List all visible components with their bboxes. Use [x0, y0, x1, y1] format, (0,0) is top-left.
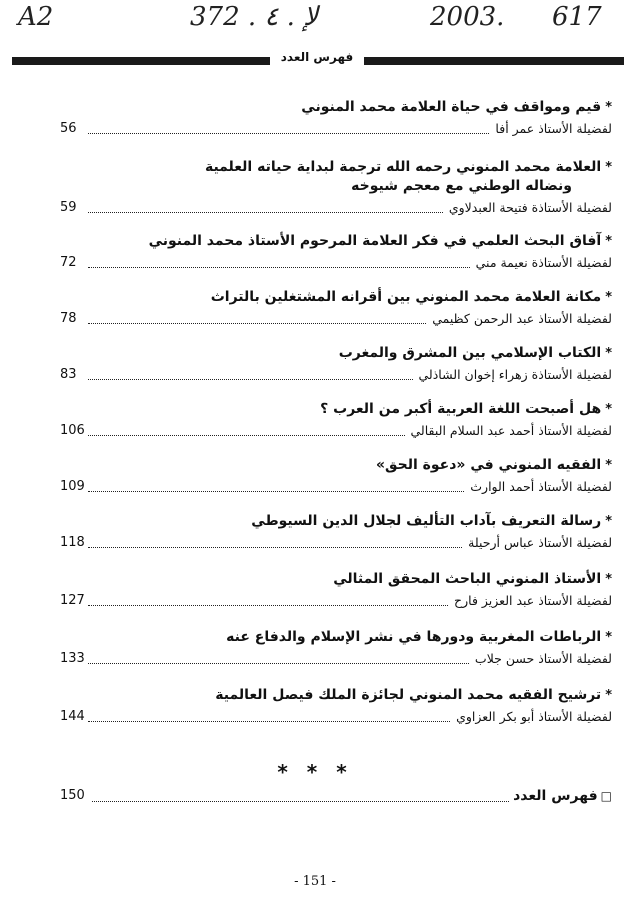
toc-leader-dots: [88, 547, 462, 548]
header-title: فهرس العدد: [280, 50, 354, 64]
toc-entry[interactable]: [60, 288, 612, 329]
toc-entry-author-line: [60, 423, 612, 441]
toc-entry-index[interactable]: [60, 788, 612, 808]
bullet-star-icon: *: [605, 688, 612, 703]
toc-entry-page: 56: [60, 121, 77, 136]
separator-stars: * * *: [277, 760, 353, 784]
toc-entry-title: *قيم ومواقف في حياة العلامة محمد المنوني: [301, 99, 612, 115]
toc-entry-title: *ترشيح الفقيه محمد المنوني لجائزة الملك فيصل العالمية: [215, 687, 612, 703]
toc-entry[interactable]: [60, 456, 612, 497]
handwritten-reference: 372 . ﻹ . ٤: [190, 2, 319, 32]
toc-entry-author: لفضيلة الأستاذ أبو بكر العزاوي: [456, 709, 612, 724]
toc-entry-author: لفضيلة الأستاذة نعيمة مني: [475, 255, 612, 270]
toc-entry[interactable]: [60, 570, 612, 611]
toc-entry-title: *الكتاب الإسلامي بين المشرق والمغرب: [338, 345, 612, 361]
bullet-star-icon: *: [605, 234, 612, 249]
toc-entry-author: لفضيلة الأستاذ حسن جلاب: [474, 651, 612, 666]
bullet-star-icon: *: [605, 630, 612, 645]
checkbox-square-icon: □: [600, 789, 612, 803]
handwritten-code: A2: [18, 2, 54, 32]
toc-entry-title: *رسالة التعريف بآداب التأليف لجلال الدين السيوطي: [251, 513, 612, 529]
toc-entry-title: *الفقيه المنوني في «دعوة الحق»: [375, 457, 612, 473]
toc-entry-author-line: [60, 479, 612, 497]
toc-entry-author-line: [60, 200, 612, 218]
toc-entry-author: لفضيلة الأستاذ عباس أرحيلة: [468, 535, 612, 550]
toc-entry-author: لفضيلة الأستاذ أحمد الوارث: [470, 479, 612, 494]
header-bar: [12, 50, 624, 72]
toc-entry-title: *العلامة محمد المنوني رحمه الله ترجمة لبداية حياته العلمية: [204, 159, 612, 175]
toc-entry-author: لفضيلة الأستاذ أحمد عبد السلام البقالي: [410, 423, 612, 438]
toc-entry-author-line: [60, 709, 612, 727]
bullet-star-icon: *: [605, 514, 612, 529]
bullet-star-icon: *: [605, 402, 612, 417]
toc-entry-title: *هل أصبحت اللغة العربية أكبر من العرب ؟: [320, 401, 612, 417]
bullet-star-icon: *: [605, 100, 612, 115]
toc-entry[interactable]: [60, 400, 612, 441]
handwritten-number: 617: [552, 2, 602, 32]
toc-leader-dots: [88, 212, 443, 213]
bullet-star-icon: *: [605, 458, 612, 473]
toc-leader-dots: [92, 801, 509, 802]
toc-entry-author: لفضيلة الأستاذة فتيحة العبدلاوي: [448, 200, 612, 215]
header-rule-right: [364, 57, 624, 65]
toc-entry-author-line: [60, 121, 612, 139]
toc-entry[interactable]: [60, 158, 612, 218]
toc-entry-author-line: [60, 255, 612, 273]
toc-leader-dots: [88, 605, 448, 606]
toc-leader-dots: [88, 379, 413, 380]
toc-entry-page: 118: [60, 535, 85, 550]
toc-entry-page: 83: [60, 367, 77, 382]
toc-entry[interactable]: [60, 232, 612, 273]
bullet-star-icon: *: [605, 290, 612, 305]
toc-entry-author: لفضيلة الأستاذ عبد العزيز فارح: [454, 593, 612, 608]
toc-leader-dots: [88, 721, 450, 722]
toc-entry-page: 72: [60, 255, 77, 270]
toc-entry-page: 106: [60, 423, 85, 438]
toc-leader-dots: [88, 663, 469, 664]
toc-entry-title: □فهرس العدد: [513, 788, 612, 804]
toc-entry[interactable]: [60, 686, 612, 727]
toc-entry-title: *مكانة العلامة محمد المنوني بين أقرانه المشتغلين بالتراث: [210, 289, 612, 305]
toc-leader-dots: [88, 133, 489, 134]
toc-entry-title: ونضاله الوطني مع معجم شيوخه: [351, 178, 572, 194]
toc-entry[interactable]: [60, 628, 612, 669]
toc-entry-page: 59: [60, 200, 77, 215]
toc-entry[interactable]: [60, 344, 612, 385]
toc-entry[interactable]: [60, 512, 612, 553]
toc-entry-author: لفضيلة الأستاذة زهراء إخوان الشاذلي: [418, 367, 612, 382]
toc-entry-author-line: [60, 535, 612, 553]
toc-entry[interactable]: [60, 98, 612, 139]
bullet-star-icon: *: [605, 346, 612, 361]
bullet-star-icon: *: [605, 572, 612, 587]
toc-entry-page: 133: [60, 651, 85, 666]
toc-entry-page: 144: [60, 709, 85, 724]
toc-entry-page: 109: [60, 479, 85, 494]
toc-entry-title: *آفاق البحث العلمي في فكر العلامة المرحوم الأستاذ محمد المنوني: [148, 233, 612, 249]
toc-entry-page: 127: [60, 593, 85, 608]
header-rule-left: [12, 57, 270, 65]
toc-entry-title: *الرباطات المغربية ودورها في نشر الإسلام والدفاع عنه: [226, 629, 612, 645]
toc-leader-dots: [88, 491, 464, 492]
toc-leader-dots: [88, 435, 405, 436]
toc-entry-author: لفضيلة الأستاذ عمر أفا: [495, 121, 612, 136]
toc-leader-dots: [88, 323, 426, 324]
toc-entry-author-line: [60, 311, 612, 329]
page-number: - 151 -: [294, 874, 336, 889]
bullet-star-icon: *: [605, 160, 612, 175]
toc-entry-author-line: [60, 367, 612, 385]
toc-leader-dots: [88, 267, 470, 268]
toc-entry-author: لفضيلة الأستاذ عبد الرحمن كظيمي: [432, 311, 612, 326]
toc-entry-title: *الأستاذ المنوني الباحث المحقق المثالي: [333, 571, 612, 587]
toc-entry-author-line: [60, 651, 612, 669]
toc-entry-page: 78: [60, 311, 77, 326]
toc-entry-page: 150: [60, 788, 85, 803]
handwritten-year: 2003.: [430, 2, 505, 32]
toc-entry-author-line: [60, 593, 612, 611]
